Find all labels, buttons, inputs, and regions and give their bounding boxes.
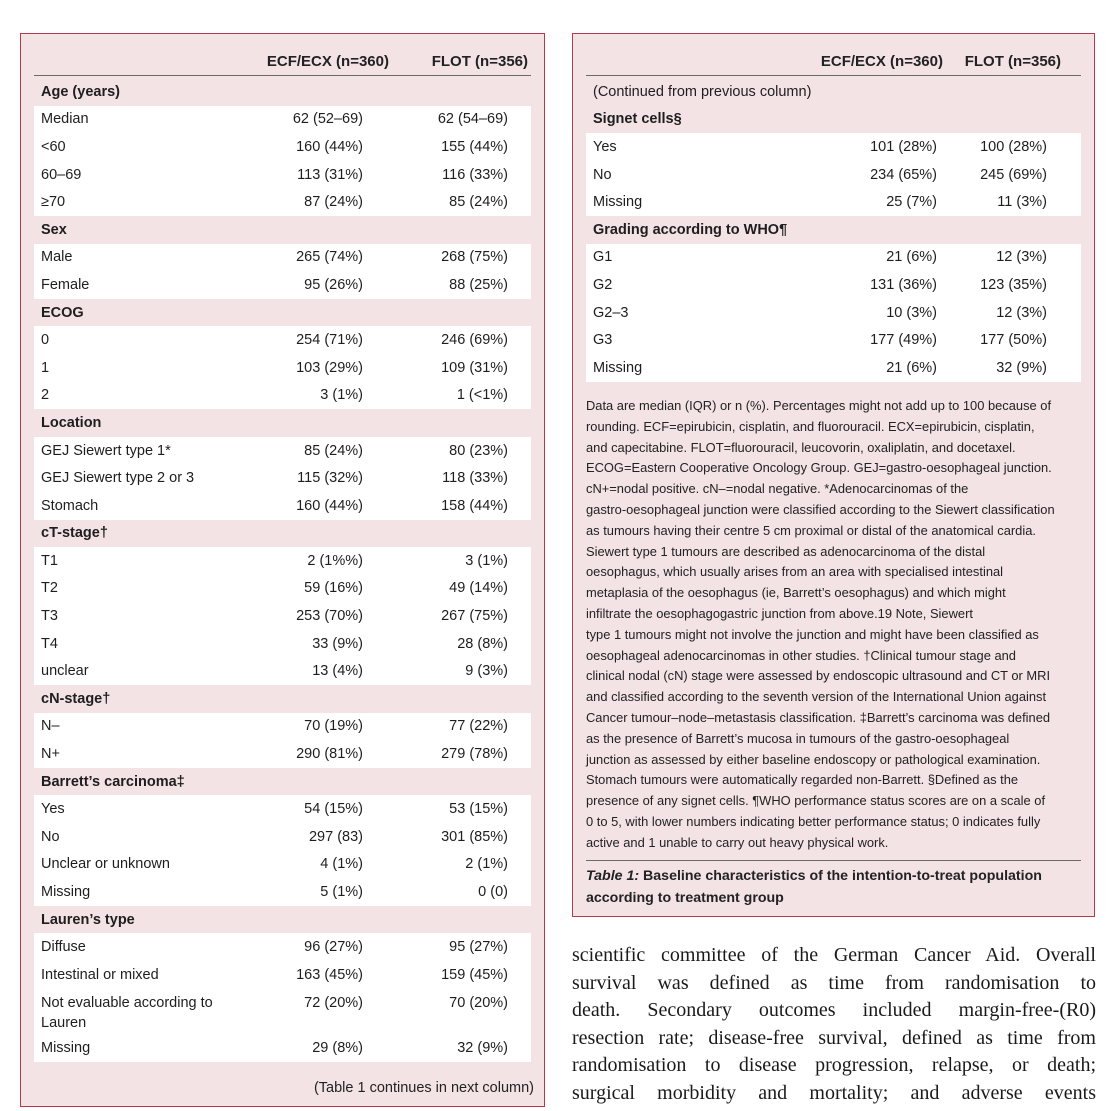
article-body-text [572,942,1096,1107]
cell-flot: 12 (3%) [996,304,1047,321]
row-label: No [593,166,612,183]
footnote-line: rounding. ECF=epirubicin, cisplatin, and fluorouracil. ECX=epirubicin, cisplatin, [586,418,1035,434]
section-header-row [34,299,531,327]
cell-flot: 77 (22%) [449,718,508,735]
section-label: Lauren’s type [41,911,135,928]
row-label: Female [41,276,90,293]
row-label: T1 [41,552,58,569]
cell-flot: 118 (33%) [442,470,508,487]
table-row [34,602,531,630]
table-row [34,161,531,189]
cell-flot: 301 (85%) [441,828,508,845]
cell-flot: 1 (<1%) [456,387,508,404]
row-label: Missing [593,194,643,211]
cell-flot: 0 (0) [478,884,508,901]
cell-flot: 246 (69%) [441,332,508,349]
cell-ecf: 160 (44%) [296,497,363,514]
cell-ecf: 253 (70%) [296,608,363,625]
cell-ecf: 290 (81%) [296,746,363,763]
cell-ecf: 85 (24%) [304,442,363,459]
caption-label: Table 1: [586,868,640,884]
row-label: Not evaluable according to Lauren [41,994,213,1031]
footnote-line: active and 1 unable to carry out heavy physical work. [586,834,889,850]
caption-rule [586,860,1081,861]
column-header-row [21,44,544,78]
cell-flot: 100 (28%) [980,138,1047,155]
cell-flot: 155 (44%) [441,138,508,155]
table-row [34,989,531,1035]
section-header-row [34,216,531,244]
row-label: (Continued from previous column) [593,83,812,100]
footnote-line: presence of any signet cells. ¶WHO performance status scores are on a scale of [586,793,1046,809]
cell-flot: 245 (69%) [980,166,1047,183]
table-row [34,878,531,906]
table-caption [586,865,1081,909]
row-label: G3 [593,332,613,349]
body-text-line: scientific committee of the German Cancer Aid. Overall [572,944,1096,966]
row-label: unclear [41,663,89,680]
row-label: Yes [41,801,65,818]
cell-flot: 116 (33%) [442,166,508,183]
section-header-row [34,906,531,934]
table-row [34,354,531,382]
row-label: Male [41,249,73,266]
cell-flot: 279 (78%) [441,746,508,763]
cell-flot: 32 (9%) [996,359,1047,376]
table-row [34,575,531,603]
cell-ecf: 96 (27%) [304,939,363,956]
section-header-row [34,78,531,106]
cell-ecf: 13 (4%) [312,663,363,680]
row-label: 0 [41,332,50,349]
cell-ecf: 177 (49%) [870,332,937,349]
section-label: cN-stage† [41,690,111,707]
cell-ecf: 72 (20%) [304,994,363,1011]
row-label: N+ [41,746,60,763]
cell-flot: 158 (44%) [441,497,508,514]
table-row [34,740,531,768]
table-row [34,1035,531,1063]
cell-ecf: 29 (8%) [312,1040,363,1057]
cell-ecf: 2 (1%%) [307,552,363,569]
footnote-line: oesophageal adenocarcinomas in other studies. †Clinical tumour stage and [586,647,1016,663]
cell-ecf: 297 (83) [308,828,363,845]
table-row [586,299,1081,327]
section-header-row [586,216,1081,244]
table-row [34,933,531,961]
cell-ecf: 25 (7%) [886,194,937,211]
cell-ecf: 101 (28%) [870,138,937,155]
row-label: N– [41,718,60,735]
footnote-line: clinical nodal (cN) stage were assessed by endoscopic ultrasound and CT or MRI [586,668,1051,684]
footnote-line: junction as assessed by either baseline endoscopy or pathological examination. [586,751,1041,767]
cell-ecf: 254 (71%) [296,332,363,349]
table-row [34,851,531,879]
section-header-row [586,106,1081,134]
footnote-line: ECOG=Eastern Cooperative Oncology Group. GEJ=gastro-oesophageal junction. [586,460,1052,476]
row-label: <60 [41,138,66,155]
cell-ecf: 131 (36%) [870,276,937,293]
table-row [34,630,531,658]
row-label: GEJ Siewert type 1* [41,442,171,459]
footnote-line: and capecitabine. FLOT=fluorouracil, leucovorin, oxaliplatin, and docetaxel. [586,439,1016,455]
cell-ecf: 62 (52–69) [292,111,363,128]
cell-flot: 159 (45%) [441,966,508,983]
table-row [586,188,1081,216]
cell-flot: 123 (35%) [980,276,1047,293]
table-footnote [586,396,1081,854]
column-header-flot: FLOT (n=356) [964,52,1061,70]
body-text-line: survival was defined as time from randomisation to [572,971,1096,994]
row-label: ≥70 [41,194,66,211]
cell-ecf: 21 (6%) [886,249,937,266]
cell-flot: 80 (23%) [449,442,508,459]
column-header-flot: FLOT (n=356) [431,52,528,70]
section-header-row [34,685,531,713]
cell-flot: 177 (50%) [980,332,1047,349]
section-header-row [34,520,531,548]
column-header-ecf: ECF/ECX (n=360) [266,52,389,70]
table-row [586,326,1081,354]
footnote-line: as tumours having their centre 5 cm proximal or distal of the anatomical cardia. [586,522,1036,538]
table-row [34,271,531,299]
cell-ecf: 95 (26%) [304,276,363,293]
cell-ecf: 265 (74%) [296,249,363,266]
section-label: Location [41,414,102,431]
footnote-line: infiltrate the oesophagogastric junction from above.19 Note, Siewert [586,605,973,621]
footnote-line: type 1 tumours might not involve the junction and might have been classified as [586,626,1039,642]
cell-ecf: 4 (1%) [320,856,363,873]
footnote-line: gastro-oesophageal junction were classified according to the Siewert classification [586,501,1055,517]
table-row [586,161,1081,189]
cell-flot: 268 (75%) [441,249,508,266]
section-label: Barrett’s carcinoma‡ [41,773,185,790]
footnote-line: oesophagus, which usually arises from an area with specialised intestinal [586,564,1004,580]
row-label: Missing [41,1040,91,1057]
row-label: GEJ Siewert type 2 or 3 [41,470,195,487]
cell-flot: 62 (54–69) [437,111,508,128]
row-label: 1 [41,359,50,376]
column-header-ecf: ECF/ECX (n=360) [820,52,943,70]
table-row [34,437,531,465]
body-text-line: randomisation to disease progression, relapse, or death; [572,1054,1096,1076]
row-label: Missing [41,884,91,901]
cell-ecf: 115 (32%) [297,470,363,487]
row-label: 2 [41,387,50,404]
row-label: T4 [41,635,58,652]
table-row [34,326,531,354]
cell-ecf: 54 (15%) [304,801,363,818]
table-row [34,244,531,272]
row-label: Diffuse [41,939,86,956]
table-row [34,188,531,216]
cell-ecf: 10 (3%) [886,304,937,321]
header-rule [586,75,1081,76]
cell-flot: 70 (20%) [449,994,508,1011]
row-label: G1 [593,249,613,266]
cell-flot: 3 (1%) [465,552,508,569]
cell-ecf: 163 (45%) [296,966,363,983]
table-row [34,106,531,134]
section-label: ECOG [41,304,84,321]
table-row [34,133,531,161]
cell-ecf: 70 (19%) [304,718,363,735]
table-panel-left [20,33,545,1107]
header-rule [34,75,531,76]
cell-flot: 88 (25%) [449,276,508,293]
section-label: Sex [41,221,67,238]
body-text-line: surgical morbidity and mortality; and adverse events [572,1081,1096,1104]
body-text-line: resection rate; disease-free survival, defined as time from [572,1026,1096,1049]
cell-flot: 28 (8%) [457,635,508,652]
footnote-line: metaplasia of the oesophagus (ie, Barrett’s oesophagus) and which might [586,585,1006,601]
cell-ecf: 234 (65%) [870,166,937,183]
cell-flot: 53 (15%) [449,801,508,818]
continued-note: (Table 1 continues in next column) [313,1080,534,1096]
table-row [586,133,1081,161]
body-text-line: death. Secondary outcomes included margin-free-(R0) [572,999,1096,1021]
table-row [586,354,1081,382]
table-row [34,547,531,575]
table-row [586,244,1081,272]
row-label: Yes [593,138,617,155]
cell-flot: 85 (24%) [449,194,508,211]
footnote-line: Cancer tumour–node–metastasis classification. ‡Barrett’s carcinoma was defined [586,709,1051,725]
row-label: G2–3 [593,304,629,321]
row-label: T3 [41,608,58,625]
row-label: Missing [593,359,643,376]
cell-ecf: 160 (44%) [296,138,363,155]
caption-text: Baseline characteristics of the intention-to-treat population according to treatment group [586,868,1042,906]
table-panel-right [572,33,1095,917]
table-row [34,713,531,741]
table-row [34,823,531,851]
section-label: cT-stage† [41,525,108,542]
baseline-table-right [586,78,1081,382]
row-label: T2 [41,580,58,597]
cell-flot: 109 (31%) [441,359,508,376]
row-label: Intestinal or mixed [41,966,159,983]
cell-flot: 95 (27%) [449,939,508,956]
row-label: Unclear or unknown [41,856,170,873]
cell-ecf: 87 (24%) [304,194,363,211]
table-row [34,657,531,685]
table-row [34,382,531,410]
section-header-row [34,409,531,437]
table-row [34,464,531,492]
section-label: Signet cells§ [593,111,682,128]
row-label: Stomach [41,497,99,514]
footnote-line: as the presence of Barrett’s mucosa in tumours of the gastro-oesophageal [586,730,1010,746]
column-header-row [573,44,1094,78]
cell-flot: 9 (3%) [465,663,508,680]
section-header-row [34,768,531,796]
footnote-line: 0 to 5, with lower numbers indicating better performance status; 0 indicates fully [586,813,1041,829]
footnote-line: Data are median (IQR) or n (%). Percentages might not add up to 100 because of [586,398,1052,413]
cell-flot: 49 (14%) [449,580,508,597]
table-row [34,492,531,520]
cell-flot: 11 (3%) [997,194,1047,211]
footnote-line: and classified according to the seventh version of the International Union against [586,689,1047,705]
cell-ecf: 21 (6%) [886,359,937,376]
section-label: Grading according to WHO¶ [593,221,788,238]
cell-ecf: 113 (31%) [297,166,363,183]
cell-ecf: 103 (29%) [296,359,363,376]
table-row [586,271,1081,299]
continued-row [586,78,1081,106]
cell-ecf: 5 (1%) [320,884,363,901]
footnote-line: Siewert type 1 tumours are described as adenocarcinoma of the distal [586,543,986,559]
cell-flot: 267 (75%) [441,608,508,625]
footnote-line: Stomach tumours were automatically regarded non-Barrett. §Defined as the [586,772,1019,788]
row-label: No [41,828,60,845]
cell-ecf: 33 (9%) [312,635,363,652]
row-label: 60–69 [41,166,82,183]
table-row [34,961,531,989]
cell-flot: 2 (1%) [465,856,508,873]
table-row [34,795,531,823]
footnote-line: cN+=nodal positive. cN–=nodal negative. *Adenocarcinomas of the [586,481,969,497]
cell-ecf: 59 (16%) [304,580,363,597]
cell-flot: 32 (9%) [457,1040,508,1057]
section-label: Age (years) [41,83,120,100]
row-label: G2 [593,276,613,293]
cell-flot: 12 (3%) [996,249,1047,266]
row-label: Median [41,111,89,128]
cell-ecf: 3 (1%) [320,387,363,404]
baseline-table-left [34,78,531,1062]
